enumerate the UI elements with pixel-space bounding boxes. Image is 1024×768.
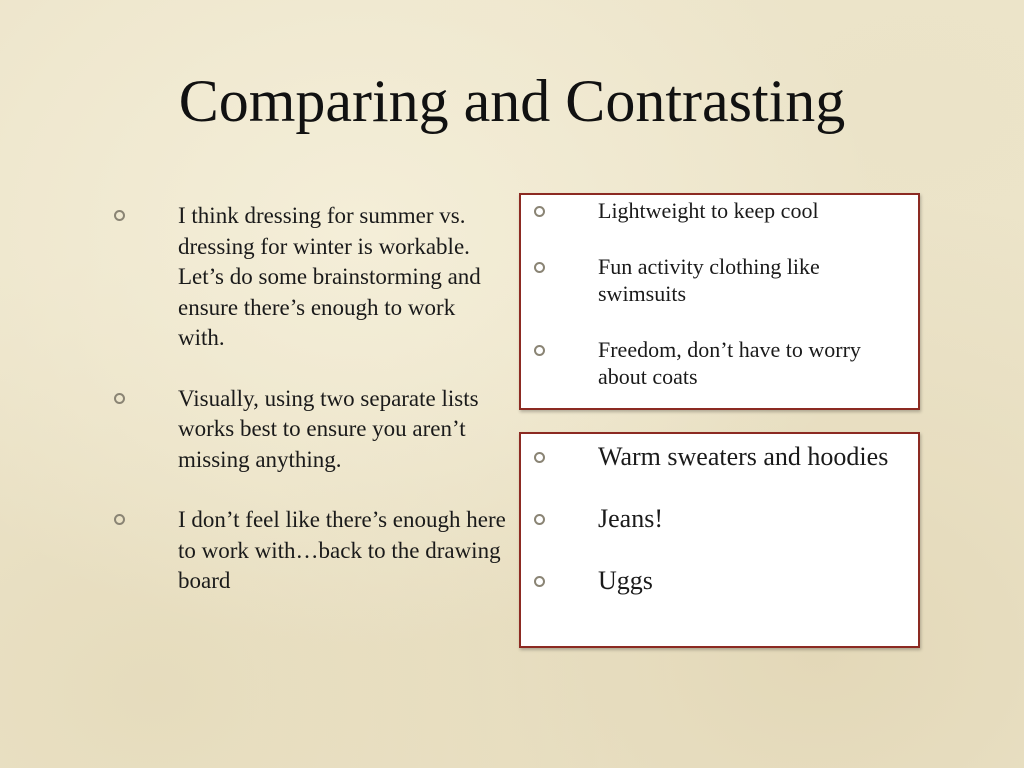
- bullet-text: Visually, using two separate lists works best to ensure you aren’t missing anything.: [178, 385, 479, 472]
- left-bullet-list: [114, 201, 506, 597]
- list-item: [114, 384, 506, 476]
- list-item: [534, 253, 904, 307]
- bullet-text: Fun activity clothing like swimsuits: [598, 254, 820, 306]
- bullet-icon: [534, 452, 545, 463]
- bullet-icon: [114, 210, 125, 221]
- list-item: [114, 505, 506, 597]
- slide-title: Comparing and Contrasting: [178, 68, 846, 134]
- list-item: [534, 502, 904, 536]
- summer-list-box: [519, 193, 920, 410]
- winter-bullet-list: [534, 440, 904, 626]
- list-item: [534, 336, 904, 390]
- bullet-icon: [114, 514, 125, 525]
- summer-bullet-list: [534, 197, 904, 419]
- list-item: [534, 564, 904, 598]
- bullet-icon: [534, 262, 545, 273]
- bullet-text: Lightweight to keep cool: [598, 198, 819, 223]
- list-item: [114, 201, 506, 354]
- bullet-icon: [114, 393, 125, 404]
- bullet-text: Warm sweaters and hoodies: [598, 442, 889, 471]
- bullet-text: I don’t feel like there’s enough here to work with…back to the drawing board: [178, 507, 506, 593]
- bullet-text: Jeans!: [598, 504, 663, 533]
- bullet-icon: [534, 576, 545, 587]
- left-text-column: [114, 201, 506, 627]
- bullet-text: Freedom, don’t have to worry about coats: [598, 337, 861, 389]
- bullet-text: I think dressing for summer vs. dressing for winter is workable. Let’s do some brainstorming and ensure there’s enough to work with.: [178, 203, 481, 350]
- bullet-text: Uggs: [598, 566, 653, 595]
- winter-list-box: [519, 432, 920, 648]
- bullet-icon: [534, 345, 545, 356]
- list-item: [534, 197, 904, 224]
- list-item: [534, 440, 904, 474]
- bullet-icon: [534, 206, 545, 217]
- bullet-icon: [534, 514, 545, 525]
